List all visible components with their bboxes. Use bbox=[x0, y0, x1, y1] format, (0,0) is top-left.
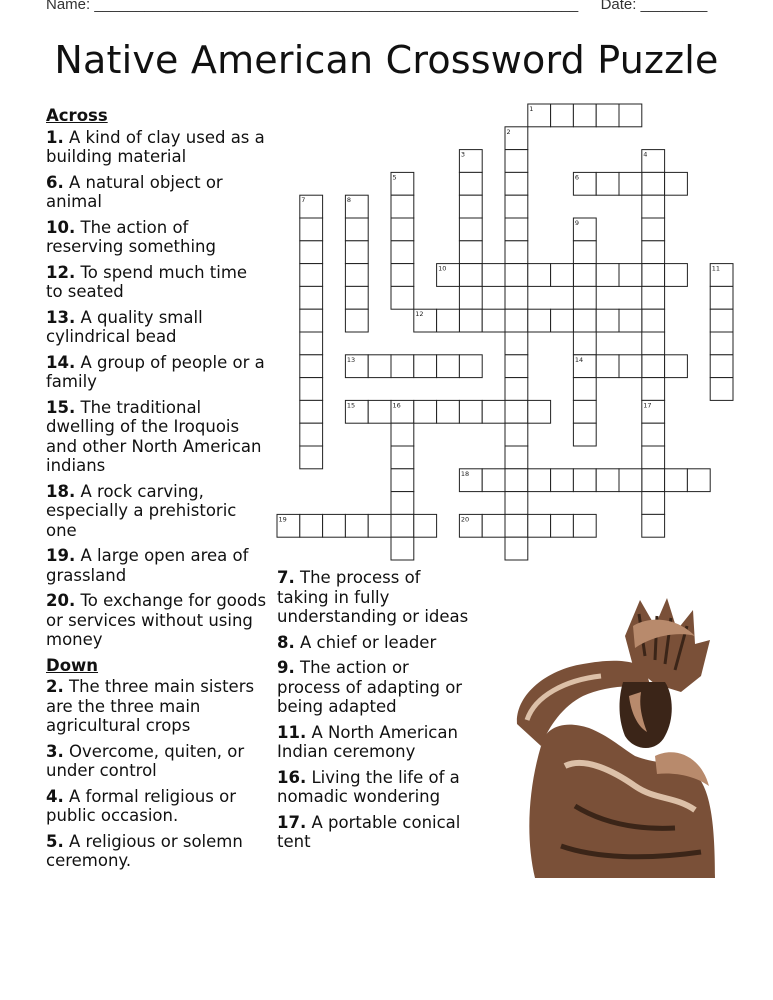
across-heading: Across bbox=[46, 106, 108, 125]
grid-cell[interactable] bbox=[710, 355, 733, 378]
grid-cell[interactable] bbox=[391, 469, 414, 492]
grid-cell-number: 5 bbox=[392, 173, 397, 182]
grid-cell[interactable] bbox=[505, 218, 528, 241]
clue-text: A group of people or a family bbox=[46, 352, 265, 391]
grid-cell[interactable] bbox=[505, 195, 528, 218]
grid-cell-number: 15 bbox=[346, 401, 356, 410]
grid-cell-number: 19 bbox=[278, 515, 287, 524]
grid-cell[interactable] bbox=[414, 355, 437, 378]
grid-cell[interactable] bbox=[642, 469, 665, 492]
clue-text: A religious or solemn ceremony. bbox=[46, 831, 243, 870]
grid-cell[interactable] bbox=[505, 264, 528, 287]
grid-cell[interactable] bbox=[573, 264, 596, 287]
grid-cell[interactable] bbox=[300, 241, 323, 264]
grid-cell[interactable] bbox=[642, 378, 665, 401]
grid-cell[interactable] bbox=[459, 241, 482, 264]
grid-cell[interactable] bbox=[665, 355, 688, 378]
grid-cell[interactable] bbox=[596, 104, 619, 127]
grid-cell[interactable] bbox=[391, 264, 414, 287]
clue-number: 14. bbox=[46, 352, 76, 372]
clue-across-12 bbox=[46, 263, 268, 302]
grid-cell[interactable] bbox=[391, 355, 414, 378]
grid-cell[interactable] bbox=[619, 264, 642, 287]
clue-down-11 bbox=[277, 723, 477, 762]
grid-cell[interactable] bbox=[300, 400, 323, 423]
grid-cell[interactable] bbox=[596, 355, 619, 378]
grid-cell[interactable] bbox=[665, 469, 688, 492]
grid-cell[interactable] bbox=[642, 446, 665, 469]
grid-cell[interactable] bbox=[619, 172, 642, 195]
grid-cell[interactable] bbox=[391, 446, 414, 469]
clue-across-1 bbox=[46, 128, 268, 167]
grid-cell[interactable] bbox=[642, 332, 665, 355]
grid-cell[interactable] bbox=[437, 309, 460, 332]
date-field[interactable]: ________ bbox=[640, 0, 708, 13]
grid-cell[interactable] bbox=[323, 514, 346, 537]
grid-cell[interactable] bbox=[642, 172, 665, 195]
grid-cell[interactable] bbox=[642, 355, 665, 378]
grid-cell[interactable] bbox=[573, 400, 596, 423]
clue-number: 4. bbox=[46, 786, 64, 806]
grid-cell[interactable] bbox=[642, 195, 665, 218]
grid-cell-number: 3 bbox=[460, 150, 466, 159]
grid-cell[interactable] bbox=[368, 514, 391, 537]
clue-number: 10. bbox=[46, 217, 76, 237]
grid-cell[interactable] bbox=[573, 286, 596, 309]
grid-cell[interactable] bbox=[573, 378, 596, 401]
clue-text: Overcome, quiten, or under control bbox=[46, 741, 245, 780]
clue-text: A chief or leader bbox=[300, 632, 437, 652]
clue-across-15 bbox=[46, 398, 268, 476]
clue-text: The action or process of adapting or being adapted bbox=[277, 658, 463, 716]
clue-number: 16. bbox=[277, 767, 307, 787]
grid-cell[interactable] bbox=[300, 355, 323, 378]
grid-cell-number: 13 bbox=[346, 355, 356, 364]
grid-cell-number: 17 bbox=[643, 401, 652, 410]
grid-cell[interactable] bbox=[459, 400, 482, 423]
grid-cell-number: 16 bbox=[392, 401, 401, 410]
grid-cell[interactable] bbox=[642, 423, 665, 446]
clue-across-6 bbox=[46, 173, 268, 212]
clue-number: 5. bbox=[46, 831, 64, 851]
clue-text: To exchange for goods or services without using money bbox=[46, 591, 267, 649]
clue-text: A natural object or animal bbox=[46, 172, 223, 211]
grid-cell[interactable] bbox=[551, 309, 574, 332]
grid-cell[interactable] bbox=[573, 104, 596, 127]
grid-cell[interactable] bbox=[665, 172, 688, 195]
grid-cell[interactable] bbox=[528, 309, 551, 332]
clue-number: 15. bbox=[46, 397, 76, 417]
grid-cell-number: 11 bbox=[711, 264, 720, 273]
grid-cell[interactable] bbox=[300, 264, 323, 287]
grid-cell-number: 14 bbox=[574, 355, 584, 364]
clue-number: 19. bbox=[46, 546, 76, 565]
grid-cell[interactable] bbox=[573, 514, 596, 537]
grid-cell[interactable] bbox=[505, 309, 528, 332]
clue-down-4 bbox=[46, 787, 268, 826]
grid-cell[interactable] bbox=[482, 309, 505, 332]
grid-cell[interactable] bbox=[596, 309, 619, 332]
head-shape bbox=[620, 682, 672, 748]
grid-cell[interactable] bbox=[573, 241, 596, 264]
grid-cell[interactable] bbox=[300, 423, 323, 446]
clue-text: To spend much time to seated bbox=[46, 262, 248, 301]
grid-cell[interactable] bbox=[528, 400, 551, 423]
clue-across-18 bbox=[46, 482, 268, 541]
grid-cell[interactable] bbox=[551, 514, 574, 537]
date-label: Date: bbox=[600, 0, 637, 13]
clue-down-17 bbox=[277, 813, 477, 852]
grid-cell[interactable] bbox=[642, 514, 665, 537]
grid-cell-number: 18 bbox=[460, 469, 470, 478]
clue-number: 17. bbox=[277, 812, 307, 832]
clue-text: A North American Indian ceremony bbox=[277, 722, 458, 761]
clue-text: The action of reserving something bbox=[46, 217, 216, 256]
grid-cell[interactable] bbox=[459, 309, 482, 332]
grid-cell[interactable] bbox=[459, 172, 482, 195]
name-field[interactable]: __________________________________________________________ bbox=[94, 0, 579, 13]
clue-down-3 bbox=[46, 742, 268, 781]
grid-cell[interactable] bbox=[665, 264, 688, 287]
clue-text: The process of taking in fully understanding or ideas bbox=[277, 568, 469, 626]
grid-cell[interactable] bbox=[505, 355, 528, 378]
clue-down-16 bbox=[277, 768, 477, 807]
grid-cell[interactable] bbox=[528, 264, 551, 287]
clues-column-right bbox=[277, 568, 477, 858]
grid-cell[interactable] bbox=[391, 514, 414, 537]
grid-cell-number: 1 bbox=[529, 105, 534, 113]
grid-cell[interactable] bbox=[619, 355, 642, 378]
clue-down-7 bbox=[277, 568, 477, 627]
grid-cell[interactable] bbox=[528, 514, 551, 537]
grid-cell[interactable] bbox=[619, 469, 642, 492]
clue-text: A rock carving, especially a prehistoric one bbox=[46, 481, 237, 540]
grid-cell[interactable] bbox=[459, 218, 482, 241]
grid-cell[interactable] bbox=[414, 400, 437, 423]
down-heading: Down bbox=[46, 655, 99, 675]
clue-text: A kind of clay used as a building material bbox=[46, 127, 265, 166]
grid-cell[interactable] bbox=[710, 286, 733, 309]
grid-cell[interactable] bbox=[642, 492, 665, 515]
clue-number: 20. bbox=[46, 591, 76, 610]
grid-cell[interactable] bbox=[300, 309, 323, 332]
grid-cell[interactable] bbox=[505, 423, 528, 446]
grid-cell[interactable] bbox=[459, 286, 482, 309]
grid-cell[interactable] bbox=[391, 492, 414, 515]
grid-cell[interactable] bbox=[391, 218, 414, 241]
grid-cell-number: 10 bbox=[438, 264, 447, 273]
clue-number: 1. bbox=[46, 127, 64, 147]
clue-down-8 bbox=[277, 633, 477, 653]
grid-cell-number: 9 bbox=[574, 219, 580, 227]
clue-number: 3. bbox=[46, 741, 64, 761]
grid-cell[interactable] bbox=[482, 400, 505, 423]
clue-text: Living the life of a nomadic wondering bbox=[277, 767, 460, 806]
name-label: Name: bbox=[46, 0, 91, 13]
grid-cell[interactable] bbox=[551, 104, 574, 127]
grid-cell[interactable] bbox=[482, 514, 505, 537]
native-american-statue-image bbox=[505, 596, 715, 878]
grid-cell[interactable] bbox=[459, 264, 482, 287]
clue-across-19 bbox=[46, 546, 268, 585]
grid-cell[interactable] bbox=[391, 286, 414, 309]
clue-text: A quality small cylindrical bead bbox=[46, 307, 203, 346]
grid-cell[interactable] bbox=[687, 469, 710, 492]
grid-cell[interactable] bbox=[505, 446, 528, 469]
clue-down-2 bbox=[46, 677, 268, 736]
grid-cell[interactable] bbox=[345, 264, 368, 287]
grid-cell[interactable] bbox=[573, 469, 596, 492]
grid-cell[interactable] bbox=[391, 241, 414, 264]
grid-cell[interactable] bbox=[391, 537, 414, 560]
grid-cell[interactable] bbox=[619, 309, 642, 332]
grid-cell[interactable] bbox=[459, 355, 482, 378]
grid-cell[interactable] bbox=[596, 172, 619, 195]
grid-cell[interactable] bbox=[573, 309, 596, 332]
clue-text: A large open area of grassland bbox=[46, 546, 249, 585]
grid-cell[interactable] bbox=[345, 218, 368, 241]
grid-cell[interactable] bbox=[528, 469, 551, 492]
grid-cell[interactable] bbox=[300, 286, 323, 309]
grid-cell[interactable] bbox=[300, 514, 323, 537]
clue-number: 2. bbox=[46, 677, 64, 696]
grid-cell[interactable] bbox=[345, 241, 368, 264]
grid-cell[interactable] bbox=[642, 264, 665, 287]
grid-cell[interactable] bbox=[642, 309, 665, 332]
grid-cell[interactable] bbox=[505, 537, 528, 560]
grid-cell[interactable] bbox=[642, 218, 665, 241]
grid-cell[interactable] bbox=[710, 309, 733, 332]
clue-across-10 bbox=[46, 218, 268, 257]
grid-cell[interactable] bbox=[345, 309, 368, 332]
grid-cell-number: 12 bbox=[415, 310, 424, 319]
clue-number: 8. bbox=[277, 632, 295, 652]
grid-cell-number: 8 bbox=[346, 196, 352, 205]
grid-cell[interactable] bbox=[573, 332, 596, 355]
grid-cell[interactable] bbox=[505, 492, 528, 515]
grid-cell[interactable] bbox=[505, 172, 528, 195]
grid-cell[interactable] bbox=[505, 241, 528, 264]
grid-cell[interactable] bbox=[368, 400, 391, 423]
clue-number: 7. bbox=[277, 568, 295, 587]
grid-cell[interactable] bbox=[300, 218, 323, 241]
clue-down-5 bbox=[46, 832, 268, 871]
grid-cell[interactable] bbox=[596, 264, 619, 287]
clue-across-13 bbox=[46, 308, 268, 347]
grid-cell[interactable] bbox=[505, 378, 528, 401]
name-date-line bbox=[46, 0, 706, 13]
grid-cell[interactable] bbox=[642, 241, 665, 264]
clue-number: 18. bbox=[46, 481, 76, 501]
grid-cell[interactable] bbox=[300, 332, 323, 355]
grid-cell[interactable] bbox=[551, 469, 574, 492]
grid-cell[interactable] bbox=[345, 514, 368, 537]
clue-text: The three main sisters are the three main agricultural crops bbox=[46, 677, 255, 735]
grid-cell[interactable] bbox=[391, 423, 414, 446]
clue-number: 9. bbox=[277, 658, 295, 677]
grid-cell[interactable] bbox=[437, 400, 460, 423]
grid-cell-number: 6 bbox=[574, 173, 580, 182]
clue-across-20 bbox=[46, 591, 268, 650]
clue-down-9 bbox=[277, 658, 477, 717]
grid-cell-number: 4 bbox=[643, 150, 648, 159]
grid-cell[interactable] bbox=[459, 195, 482, 218]
grid-cell[interactable] bbox=[414, 514, 437, 537]
grid-cell[interactable] bbox=[551, 264, 574, 287]
grid-cell[interactable] bbox=[391, 195, 414, 218]
grid-cell-number: 2 bbox=[506, 127, 511, 136]
grid-cell[interactable] bbox=[710, 378, 733, 401]
clue-number: 13. bbox=[46, 307, 76, 327]
grid-cell[interactable] bbox=[505, 150, 528, 173]
clue-number: 12. bbox=[46, 262, 76, 282]
clue-across-14 bbox=[46, 353, 268, 392]
clue-number: 11. bbox=[277, 722, 307, 742]
clue-text: A portable conical tent bbox=[277, 812, 461, 851]
grid-cell[interactable] bbox=[619, 104, 642, 127]
grid-cell[interactable] bbox=[710, 332, 733, 355]
grid-cell[interactable] bbox=[368, 355, 391, 378]
grid-cell[interactable] bbox=[505, 332, 528, 355]
grid-cell[interactable] bbox=[437, 355, 460, 378]
grid-cell-number: 20 bbox=[460, 515, 470, 524]
grid-cell[interactable] bbox=[505, 286, 528, 309]
grid-cell[interactable] bbox=[505, 469, 528, 492]
grid-cell[interactable] bbox=[300, 378, 323, 401]
clue-number: 6. bbox=[46, 172, 64, 192]
clue-text: The traditional dwelling of the Iroquois and other North American indians bbox=[46, 397, 262, 475]
clues-column-left bbox=[46, 106, 268, 877]
page-title: Native American Crossword Puzzle bbox=[54, 38, 719, 82]
grid-cell-number: 7 bbox=[301, 196, 306, 205]
clue-text: A formal religious or public occasion. bbox=[46, 786, 237, 825]
grid-cell[interactable] bbox=[505, 400, 528, 423]
grid-cell[interactable] bbox=[300, 446, 323, 469]
grid-cell[interactable] bbox=[642, 286, 665, 309]
grid-cell[interactable] bbox=[596, 469, 619, 492]
grid-cell[interactable] bbox=[505, 514, 528, 537]
grid-cell[interactable] bbox=[482, 469, 505, 492]
grid-cell[interactable] bbox=[573, 423, 596, 446]
grid-cell[interactable] bbox=[345, 286, 368, 309]
grid-cell[interactable] bbox=[482, 264, 505, 287]
